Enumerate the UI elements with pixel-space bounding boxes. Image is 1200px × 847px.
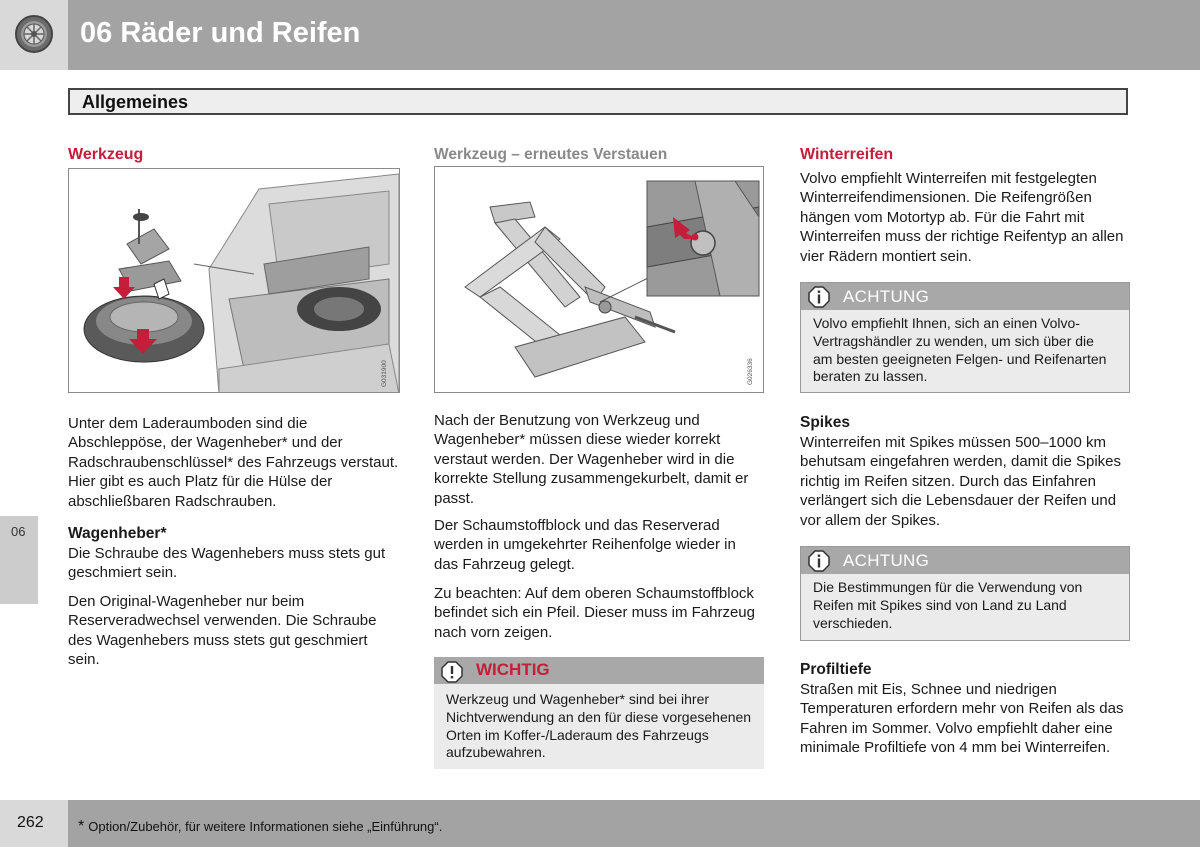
verstauen-text-1: Nach der Benutzung von Werkzeug und Wagenheber* müssen diese wieder korrekt verstaut werden. Der Wagenheber wird in die korrekte Stellung zusammengekurbelt, damit er passt. — [434, 412, 749, 507]
footnote-star: * — [78, 818, 85, 835]
spikes-text: Winterreifen mit Spikes müssen 500–1000 km behutsam eingefahren werden, damit die Spikes richtig im Reifen sitzen. Durch das Einfahren verlängert sich die Lebensdauer der Reifen und vor allem der Spikes. — [800, 434, 1122, 529]
page-number: 262 — [17, 814, 44, 831]
verstauen-text-2: Der Schaumstoffblock und das Reserverad werden in umgekehrter Reihenfolge wieder in das Fahrzeug gelegt. — [434, 517, 736, 573]
notice-box-achtung-2 — [800, 546, 1130, 641]
footnote-text: Option/Zubehör, für weitere Informationen siehe „Einführung“. — [88, 819, 443, 834]
tire-icon — [14, 14, 54, 54]
wagenheber-heading: Wagenheber* — [68, 525, 167, 542]
spikes-heading: Spikes — [800, 414, 850, 431]
verstauen-text-3: Zu beachten: Auf dem oberen Schaumstoffblock befindet sich ein Pfeil. Dieser muss im Fahrzeug nach vorn zeigen. — [434, 585, 755, 641]
tool-storage-figure — [68, 168, 400, 393]
tool-storage-illustration — [69, 169, 400, 393]
warning-title: WICHTIG — [476, 660, 550, 679]
info-icon — [808, 550, 830, 572]
notice-title: ACHTUNG — [843, 287, 930, 306]
winterreifen-text: Volvo empfiehlt Winterreifen mit festgelegten Winterreifendimensionen. Die Reifengrößen hängen vom Motortyp ab. Für die Fahrt mit Winterreifen muss der richtige Reifentyp an allen vier Rädern montiert sein. — [800, 170, 1124, 265]
jack-figure — [434, 166, 764, 393]
winterreifen-heading: Winterreifen — [800, 146, 894, 163]
wagenheber-text-1: Die Schraube des Wagenhebers muss stets gut geschmiert sein. — [68, 545, 386, 582]
notice-header — [801, 547, 1129, 574]
jack-illustration — [435, 167, 764, 393]
chapter-title: 06 Räder und Reifen — [80, 17, 361, 49]
notice-text: Die Bestimmungen für die Verwendung von Reifen mit Spikes sind von Land zu Land verschieden. — [813, 579, 1083, 631]
warning-box-wichtig — [434, 657, 764, 769]
figure-code: G026336 — [747, 358, 754, 385]
notice-text: Volvo empfiehlt Ihnen, sich an einen Volvo-Vertragshändler zu wenden, um sich über die am besten geeigneten Felgen- und Reifenarten beraten zu lassen. — [813, 315, 1107, 385]
warning-text: Werkzeug und Wagenheber* sind bei ihrer Nichtverwendung an den für diese vorgesehenen Orten im Koffer-/Laderaum des Fahrzeugs aufzubewahren. — [446, 691, 752, 761]
info-icon — [808, 286, 830, 308]
notice-box-achtung-1 — [800, 282, 1130, 393]
wagenheber-text-2: Den Original-Wagenheber nur beim Reserveradwechsel verwenden. Die Schraube des Wagenhebers muss stets gut geschmiert sein. — [68, 593, 377, 669]
werkzeug-heading: Werkzeug — [68, 146, 144, 163]
notice-header — [801, 283, 1129, 310]
warning-header — [434, 657, 764, 684]
werkzeug-intro-text: Unter dem Laderaumboden sind die Abschleppöse, der Wagenheber* und der Radschraubenschlüssel* des Fahrzeugs verstaut. Hier gibt es auch Platz für die Hülse der abschließbaren Radschrauben. — [68, 415, 399, 510]
profiltiefe-heading: Profiltiefe — [800, 661, 872, 678]
notice-title: ACHTUNG — [843, 551, 930, 570]
werkzeug-verstauen-heading: Werkzeug – erneutes Verstauen — [434, 146, 668, 163]
footnote — [78, 818, 442, 836]
section-title: Allgemeines — [82, 92, 189, 112]
figure-code: G031900 — [381, 360, 388, 387]
profiltiefe-text: Straßen mit Eis, Schnee und niedrigen Temperaturen erfordern mehr von Reifen als das Fahren im Sommer. Volvo empfiehlt daher eine minimale Profiltiefe von 4 mm bei Winterreifen. — [800, 681, 1124, 757]
chapter-side-tab-label: 06 — [11, 524, 26, 539]
exclamation-icon — [441, 661, 463, 683]
section-title-box — [68, 88, 1128, 115]
